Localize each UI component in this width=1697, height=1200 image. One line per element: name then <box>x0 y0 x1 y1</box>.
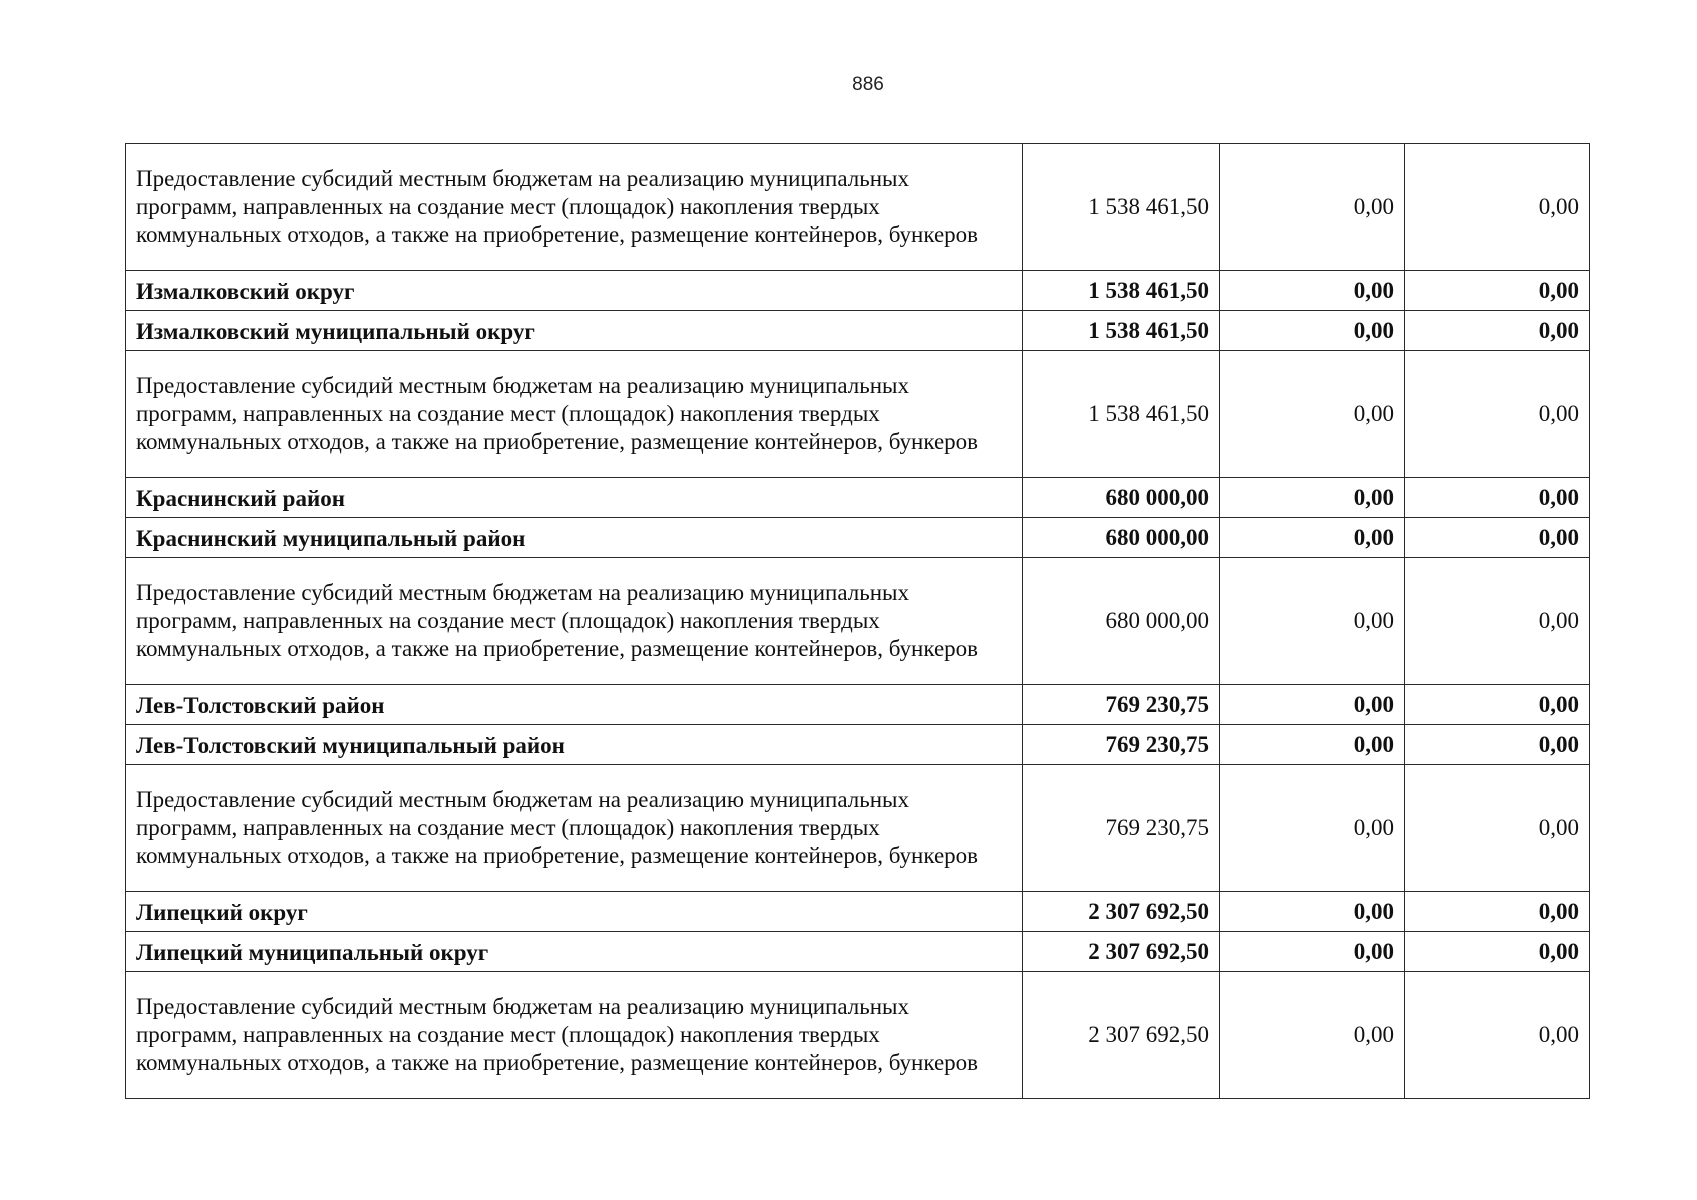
page-number: 886 <box>852 74 884 95</box>
table-row-total <box>126 685 1590 725</box>
row-value-2-cell: 0,00 <box>1220 972 1405 1099</box>
row-name-cell: Предоставление субсидий местным бюджетам на реализацию муниципальных программ, направленных на создание мест (площадок) накопления твердых коммунальных отходов, а также на приобретение, размещение контейнеров, бункеров <box>126 765 1023 892</box>
row-value-1-cell: 2 307 692,50 <box>1023 932 1220 972</box>
row-value-3-cell: 0,00 <box>1405 558 1590 685</box>
row-name-cell: Лев-Толстовский муниципальный район <box>126 725 1023 765</box>
row-value-2-cell: 0,00 <box>1220 765 1405 892</box>
row-name-cell: Липецкий округ <box>126 892 1023 932</box>
row-value-3-cell: 0,00 <box>1405 144 1590 271</box>
row-value-3-cell: 0,00 <box>1405 478 1590 518</box>
row-value-1-cell: 1 538 461,50 <box>1023 144 1220 271</box>
row-value-2-cell: 0,00 <box>1220 932 1405 972</box>
row-name-cell: Лев-Толстовский район <box>126 685 1023 725</box>
row-value-1-cell: 1 538 461,50 <box>1023 311 1220 351</box>
budget-table <box>125 143 1590 1099</box>
row-name-cell: Краснинский район <box>126 478 1023 518</box>
row-value-3-cell: 0,00 <box>1405 972 1590 1099</box>
row-value-1-cell: 1 538 461,50 <box>1023 271 1220 311</box>
row-name-cell: Измалковский муниципальный округ <box>126 311 1023 351</box>
row-name-cell: Предоставление субсидий местным бюджетам на реализацию муниципальных программ, направленных на создание мест (площадок) накопления твердых коммунальных отходов, а также на приобретение, размещение контейнеров, бункеров <box>126 144 1023 271</box>
row-value-1-cell: 680 000,00 <box>1023 518 1220 558</box>
table-row-detail <box>126 144 1590 271</box>
table-row-total <box>126 932 1590 972</box>
row-value-2-cell: 0,00 <box>1220 144 1405 271</box>
row-value-2-cell: 0,00 <box>1220 478 1405 518</box>
table-row-total <box>126 518 1590 558</box>
row-value-3-cell: 0,00 <box>1405 351 1590 478</box>
row-value-1-cell: 680 000,00 <box>1023 558 1220 685</box>
table-row-total <box>126 892 1590 932</box>
row-value-1-cell: 680 000,00 <box>1023 478 1220 518</box>
row-value-3-cell: 0,00 <box>1405 271 1590 311</box>
row-value-1-cell: 769 230,75 <box>1023 765 1220 892</box>
table-row-detail <box>126 765 1590 892</box>
row-value-2-cell: 0,00 <box>1220 685 1405 725</box>
row-name-cell: Предоставление субсидий местным бюджетам на реализацию муниципальных программ, направленных на создание мест (площадок) накопления твердых коммунальных отходов, а также на приобретение, размещение контейнеров, бункеров <box>126 558 1023 685</box>
row-value-3-cell: 0,00 <box>1405 685 1590 725</box>
row-value-3-cell: 0,00 <box>1405 765 1590 892</box>
row-value-1-cell: 2 307 692,50 <box>1023 972 1220 1099</box>
row-value-1-cell: 1 538 461,50 <box>1023 351 1220 478</box>
table-body <box>126 144 1590 1099</box>
row-value-2-cell: 0,00 <box>1220 271 1405 311</box>
row-value-1-cell: 2 307 692,50 <box>1023 892 1220 932</box>
row-name-cell: Измалковский округ <box>126 271 1023 311</box>
row-name-cell: Предоставление субсидий местным бюджетам на реализацию муниципальных программ, направленных на создание мест (площадок) накопления твердых коммунальных отходов, а также на приобретение, размещение контейнеров, бункеров <box>126 351 1023 478</box>
row-value-1-cell: 769 230,75 <box>1023 725 1220 765</box>
table-row-detail <box>126 972 1590 1099</box>
row-value-2-cell: 0,00 <box>1220 311 1405 351</box>
table-row-total <box>126 725 1590 765</box>
row-value-3-cell: 0,00 <box>1405 518 1590 558</box>
row-value-2-cell: 0,00 <box>1220 558 1405 685</box>
row-value-3-cell: 0,00 <box>1405 725 1590 765</box>
row-name-cell: Липецкий муниципальный округ <box>126 932 1023 972</box>
table-row-detail <box>126 351 1590 478</box>
row-value-2-cell: 0,00 <box>1220 518 1405 558</box>
table-row-total <box>126 271 1590 311</box>
row-value-2-cell: 0,00 <box>1220 351 1405 478</box>
row-value-3-cell: 0,00 <box>1405 892 1590 932</box>
table-row-total <box>126 478 1590 518</box>
table-row-detail <box>126 558 1590 685</box>
row-value-2-cell: 0,00 <box>1220 725 1405 765</box>
row-name-cell: Краснинский муниципальный район <box>126 518 1023 558</box>
row-name-cell: Предоставление субсидий местным бюджетам на реализацию муниципальных программ, направленных на создание мест (площадок) накопления твердых коммунальных отходов, а также на приобретение, размещение контейнеров, бункеров <box>126 972 1023 1099</box>
row-value-1-cell: 769 230,75 <box>1023 685 1220 725</box>
table-row-total <box>126 311 1590 351</box>
row-value-3-cell: 0,00 <box>1405 932 1590 972</box>
row-value-3-cell: 0,00 <box>1405 311 1590 351</box>
row-value-2-cell: 0,00 <box>1220 892 1405 932</box>
